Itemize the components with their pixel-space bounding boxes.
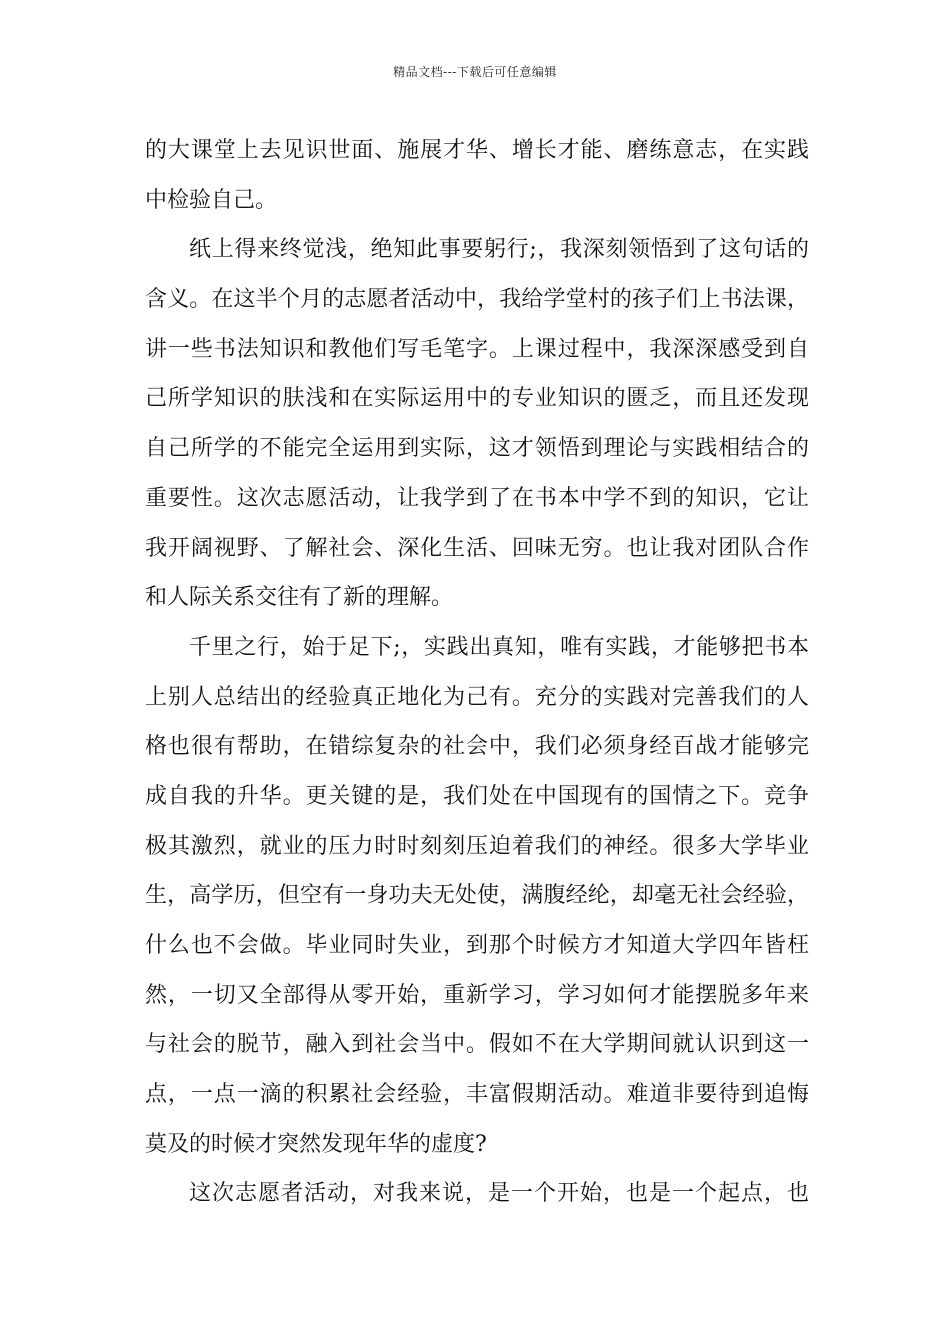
document-body: [145, 126, 809, 1219]
text-line: 纸上得来终觉浅，绝知此事要躬行;，我深刻领悟到了这句话的: [189, 237, 809, 263]
text-line: 然，一切又全部得从零开始，重新学习，学习如何才能摆脱多年来: [145, 982, 809, 1008]
paragraph: [145, 1169, 809, 1219]
text-line: 含义。在这半个月的志愿者活动中，我给学堂村的孩子们上书法课，: [145, 287, 809, 313]
text-line: 与社会的脱节，融入到社会当中。假如不在大学期间就认识到这一: [145, 1032, 809, 1058]
text-line: 莫及的时候才突然发现年华的虚度?: [145, 1131, 487, 1157]
text-line: 讲一些书法知识和教他们写毛笔字。上课过程中，我深深感受到自: [145, 336, 809, 362]
text-line: 什么也不会做。毕业同时失业，到那个时候方才知道大学四年皆枉: [145, 933, 809, 958]
text-line: 的大课堂上去见识世面、施展才华、增长才能、磨练意志，在实践: [145, 138, 809, 163]
paragraph: [145, 126, 809, 225]
text-line: 极其激烈，就业的压力时时刻刻压迫着我们的神经。很多大学毕业: [145, 833, 809, 859]
text-line: 己所学知识的肤浅和在实际运用中的专业知识的匮乏，而且还发现: [145, 386, 809, 412]
text-line: 自己所学的不能完全运用到实际，这才领悟到理论与实践相结合的: [145, 436, 809, 462]
paragraph: [145, 623, 809, 1170]
text-line: 上别人总结出的经验真正地化为己有。充分的实践对完善我们的人: [145, 684, 809, 710]
text-line: 格也很有帮助，在错综复杂的社会中，我们必须身经百战才能够完: [145, 734, 809, 760]
text-line: 生，高学历，但空有一身功夫无处使，满腹经纶，却毫无社会经验，: [145, 883, 809, 909]
text-line: 我开阔视野、了解社会、深化生活、回味无穷。也让我对团队合作: [145, 535, 809, 561]
text-line: 重要性。这次志愿活动，让我学到了在书本中学不到的知识，它让: [145, 485, 809, 511]
text-line: 千里之行，始于足下;，实践出真知，唯有实践，才能够把书本: [189, 634, 809, 660]
text-line: 点，一点一滴的积累社会经验，丰富假期活动。难道非要待到追悔: [145, 1082, 809, 1108]
text-line: 这次志愿者活动，对我来说，是一个开始，也是一个起点，也: [189, 1181, 809, 1207]
text-line: 中检验自己。: [145, 187, 278, 213]
paragraph: [145, 225, 809, 623]
text-line: 成自我的升华。更关键的是，我们处在中国现有的国情之下。竞争: [145, 783, 809, 809]
page-header: 精品文档---下载后可任意编辑: [393, 65, 557, 79]
text-line: 和人际关系交往有了新的理解。: [145, 585, 454, 611]
